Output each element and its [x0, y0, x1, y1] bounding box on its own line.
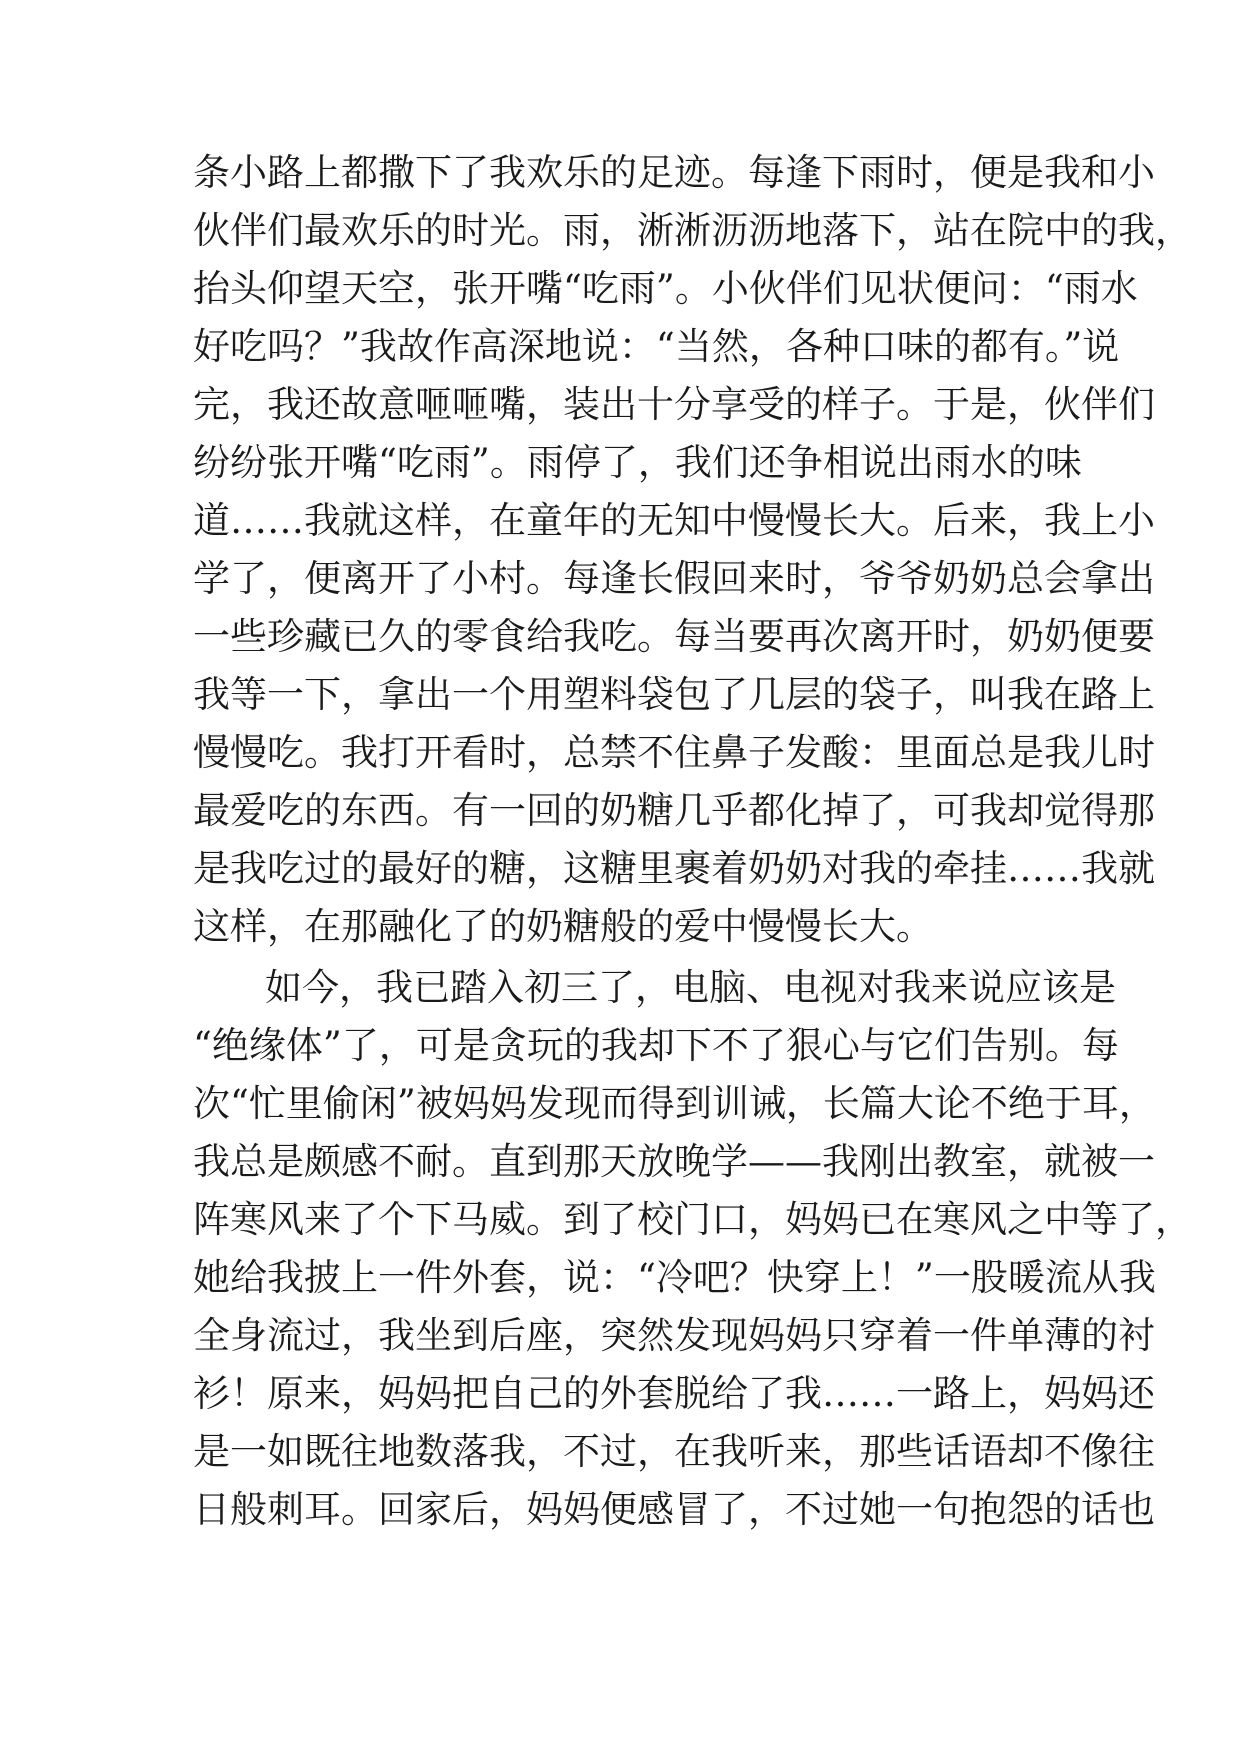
- paragraph-1: [193, 144, 1192, 956]
- text-line: 一些珍藏已久的零食给我吃。每当要再次离开时，奶奶便要: [193, 615, 1155, 658]
- text-line: 纷纷张开嘴“吃雨”。雨停了，我们还争相说出雨水的味: [193, 441, 1082, 484]
- text-line: 抬头仰望天空，张开嘴“吃雨”。小伙伴们见状便问：“雨水: [193, 267, 1138, 310]
- text-line: 我总是颇感不耐。直到那天放晚学——我刚出教室，就被一: [193, 1140, 1155, 1183]
- text-line: 好吃吗？”我故作高深地说：“当然，各种口味的都有。”说: [193, 325, 1120, 368]
- text-line: 条小路上都撒下了我欢乐的足迹。每逢下雨时，便是我和小: [193, 151, 1155, 194]
- text-line: 衫！原来，妈妈把自己的外套脱给了我……一路上，妈妈还: [193, 1372, 1155, 1415]
- text-line: 是一如既往地数落我，不过，在我听来，那些话语却不像往: [193, 1430, 1155, 1473]
- text-line: 是我吃过的最好的糖，这糖里裹着奶奶对我的牵挂……我就: [193, 847, 1155, 890]
- text-line: 阵寒风来了个下马威。到了校门口，妈妈已在寒风之中等了，: [193, 1198, 1192, 1241]
- text-line: 最爱吃的东西。有一回的奶糖几乎都化掉了，可我却觉得那: [193, 789, 1155, 832]
- text-line: 慢慢吃。我打开看时，总禁不住鼻子发酸：里面总是我儿时: [193, 731, 1155, 774]
- text-line: 道……我就这样，在童年的无知中慢慢长大。后来，我上小: [193, 499, 1155, 542]
- text-line: 如今，我已踏入初三了，电脑、电视对我来说应该是: [265, 966, 1116, 1009]
- text-line: 她给我披上一件外套，说：“冷吧？快穿上！”一股暖流从我: [193, 1256, 1156, 1299]
- text-line: “绝缘体”了，可是贪玩的我却下不了狠心与它们告别。每: [193, 1024, 1119, 1067]
- text-line: 我等一下，拿出一个用塑料袋包了几层的袋子，叫我在路上: [193, 673, 1155, 716]
- text-line: 伙伴们最欢乐的时光。雨，淅淅沥沥地落下，站在院中的我，: [193, 209, 1192, 252]
- text-line: 日般刺耳。回家后，妈妈便感冒了，不过她一句抱怨的话也: [193, 1488, 1155, 1531]
- text-line: 全身流过，我坐到后座，突然发现妈妈只穿着一件单薄的衬: [193, 1314, 1155, 1357]
- text-line: 完，我还故意咂咂嘴，装出十分享受的样子。于是，伙伴们: [193, 383, 1155, 426]
- paragraph-2: [193, 959, 1192, 1539]
- text-line: 学了，便离开了小村。每逢长假回来时，爷爷奶奶总会拿出: [193, 557, 1155, 600]
- text-line: 次“忙里偷闲”被妈妈发现而得到训诫，长篇大论不绝于耳，: [193, 1082, 1156, 1125]
- body-text: [193, 144, 1192, 1539]
- text-line: 这样，在那融化了的奶糖般的爱中慢慢长大。: [193, 905, 933, 948]
